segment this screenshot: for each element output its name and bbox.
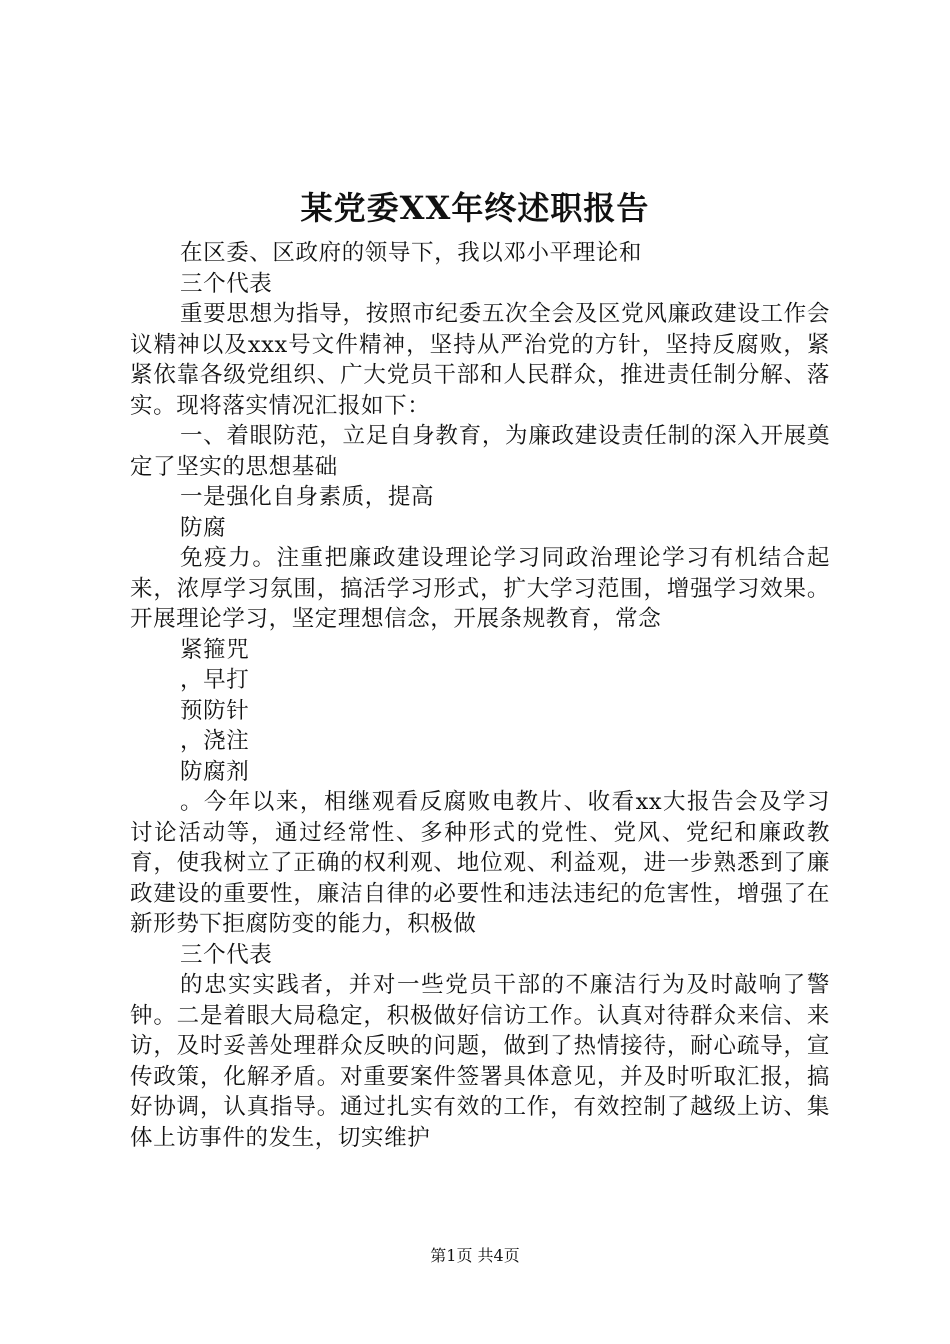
- paragraph-13: 。今年以来，相继观看反腐败电教片、收看xx大报告会及学习讨论活动等，通过经常性、多种形式的党性、党风、党纪和廉政教育，使我树立了正确的权利观、地位观、利益观，进一步熟悉到了廉政建设的重要性，廉洁自律的必要性和违法违纪的危害性，增强了在新形势下拒腐防变的能力，积极做: [130, 789, 830, 937]
- paragraph-14: 三个代表: [180, 941, 273, 968]
- paragraph-6: 防腐: [180, 514, 227, 541]
- paragraph-1: 在区委、区政府的领导下，我以邓小平理论和: [180, 240, 643, 266]
- paragraph-3: 重要思想为指导，按照市纪委五次全会及区党风廉政建设工作会议精神以及xxx号文件精神，坚持从严治党的方针，坚持反腐败，紧紧依靠各级党组织、广大党员干部和人民群众，推进责任制分解、落实。现将落实情况汇报如下：: [130, 301, 830, 419]
- paragraph-12: 防腐剂: [180, 758, 250, 785]
- paragraph-2: 三个代表: [180, 270, 273, 297]
- paragraph-9: ，早打: [180, 667, 250, 693]
- page-footer: 第1页 共4页: [430, 1246, 520, 1265]
- paragraph-7: 免疫力。注重把廉政建设理论学习同政治理论学习有机结合起来，浓厚学习氛围，搞活学习形式，扩大学习范围，增强学习效果。开展理论学习，坚定理想信念，开展条规教育，常念: [130, 545, 830, 632]
- document-body: [130, 238, 830, 1153]
- paragraph-10: 预防针: [180, 697, 250, 724]
- paragraph-4: 一、着眼防范，立足自身教育，为廉政建设责任制的深入开展奠定了坚实的思想基础: [130, 423, 830, 480]
- document-title: 某党委XX年终述职报告: [300, 189, 650, 227]
- paragraph-11: ，浇注: [180, 728, 250, 754]
- paragraph-15: 的忠实实践者，并对一些党员干部的不廉洁行为及时敲响了警钟。二是着眼大局稳定，积极做好信访工作。认真对待群众来信、来访，及时妥善处理群众反映的问题，做到了热情接待，耐心疏导，宣传政策，化解矛盾。对重要案件签署具体意见，并及时听取汇报，搞好协调，认真指导。通过扎实有效的工作，有效控制了越级上访、集体上访事件的发生，切实维护: [130, 972, 830, 1151]
- paragraph-5: 一是强化自身素质，提高: [180, 484, 435, 510]
- paragraph-8: 紧箍咒: [180, 636, 250, 663]
